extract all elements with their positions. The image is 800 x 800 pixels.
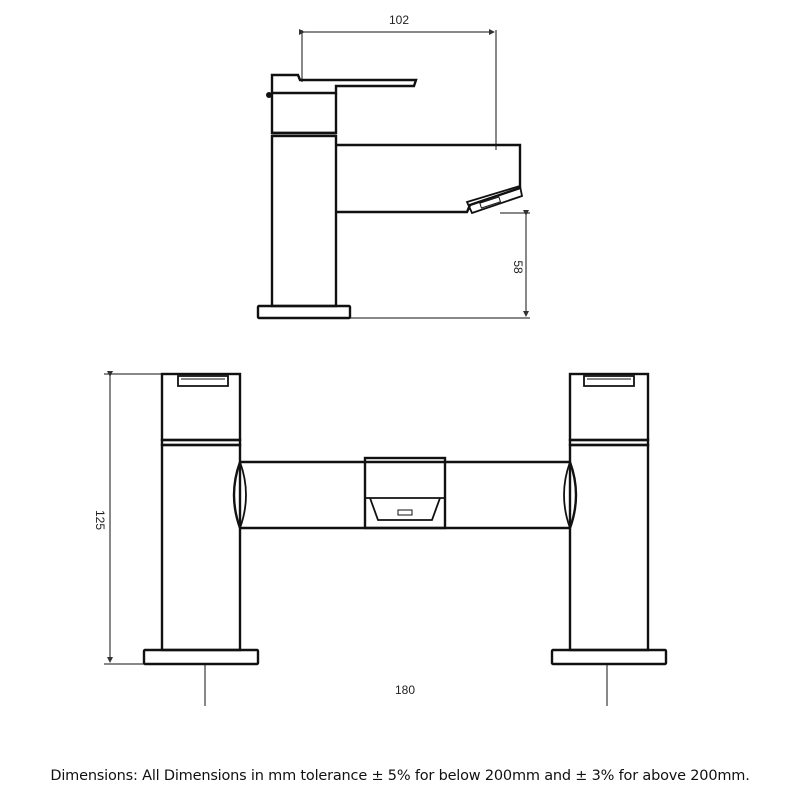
basin-reach-label: 102 — [388, 13, 410, 27]
bath-right-pillar — [552, 374, 666, 664]
dimensions-caption: Dimensions: All Dimensions in mm tolerance ± 5% for below 200mm and ± 3% for above 200mm. — [50, 768, 750, 784]
left-base — [144, 650, 258, 664]
basin-base-plate — [258, 306, 350, 318]
left-handle-recess — [178, 376, 228, 386]
basin-body-upper — [272, 93, 336, 133]
bath-height-dimension — [93, 374, 162, 664]
right-handle-top — [570, 374, 648, 440]
basin-mixer-side-view — [258, 13, 530, 318]
basin-height-label: 58 — [511, 260, 525, 274]
bath-centres-label: 180 — [394, 683, 416, 697]
bath-bridge — [234, 462, 576, 528]
basin-lever — [272, 75, 416, 93]
basin-body-lower — [272, 136, 336, 306]
right-handle-recess — [584, 376, 634, 386]
bath-left-pillar — [144, 374, 258, 664]
right-base — [552, 650, 666, 664]
bath-filler-front-view — [93, 374, 666, 706]
bath-height-label: 125 — [93, 509, 107, 531]
basin-height-dimension — [350, 213, 530, 318]
bath-spout-outlet — [365, 458, 445, 528]
basin-reach-dimension — [302, 13, 496, 150]
right-body — [570, 445, 648, 650]
basin-spout — [336, 145, 520, 212]
left-body — [162, 445, 240, 650]
